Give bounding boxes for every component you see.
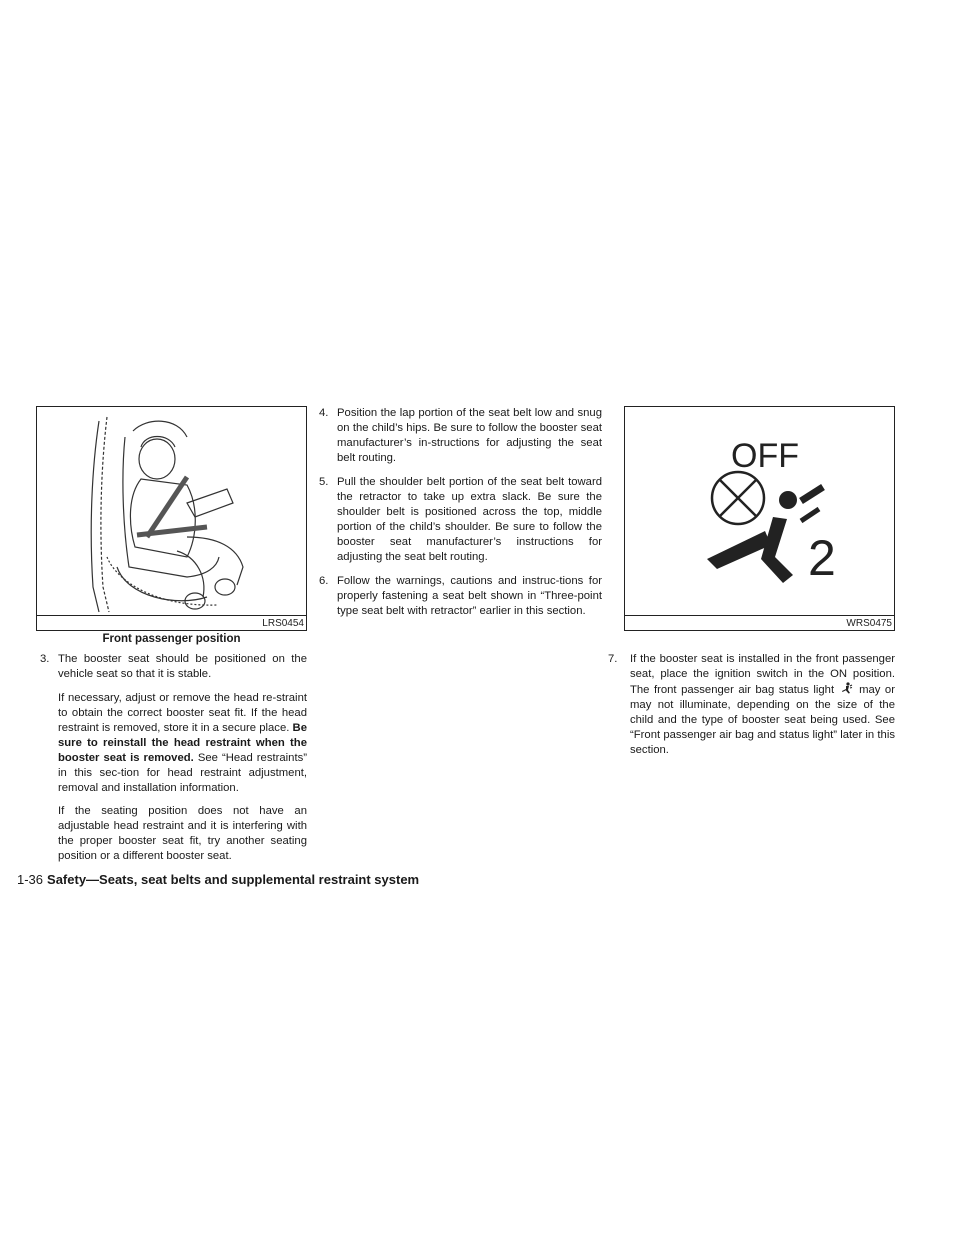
child-in-booster-seat-drawing (37, 407, 306, 615)
list-item-6 (315, 574, 602, 619)
paragraph-text: If necessary, adjust or remove the head re-straint to obtain the correct booster seat fit. If the head restraint is removed, store it in a secure place. (58, 692, 307, 734)
item-number: 7. (608, 653, 618, 665)
list-item-4 (315, 406, 602, 466)
seating-position-paragraph: If the seating position does not have an adjustable head restraint and it is interfering with the proper booster seat fit, try another seating position or a different booster seat. (58, 805, 307, 862)
booster-seat-illustration (36, 406, 307, 631)
page-number: 1-36 (17, 872, 44, 887)
item-text (630, 652, 895, 758)
list-item-7 (604, 652, 895, 758)
item-text-part: If the booster seat is installed in the front passenger seat, place the ignition switch in the ON position. The front passenger air bag status light (630, 653, 895, 696)
figure-code-rule (37, 615, 306, 616)
page-footer (17, 872, 419, 887)
figure-code: WRS0475 (846, 618, 892, 629)
figure-code: LRS0454 (262, 618, 304, 629)
item-number: 4. (319, 407, 329, 419)
paragraph-bold-text: Be sure to reinstall the head restraint when the booster seat is removed. (58, 722, 307, 764)
item-number: 5. (319, 476, 329, 488)
item-text: Follow the warnings, cautions and instruc-tions for properly fastening a seat belt shown in “Three-point type seat belt with retractor” earlier in this section. (337, 575, 602, 617)
item-text: The booster seat should be positioned on the vehicle seat so that it is stable. (58, 653, 307, 680)
column-3 (604, 652, 895, 767)
column-1 (36, 652, 307, 872)
section-title: Safety—Seats, seat belts and supplemental restraint system (47, 872, 420, 887)
airbag-off-indicator-drawing (625, 407, 894, 615)
passenger-airbag-status-icon (841, 682, 853, 694)
figure-caption: Front passenger position (102, 633, 241, 645)
off-label: OFF (731, 437, 799, 475)
item-number: 6. (319, 575, 329, 587)
item-text-part: may or may not illuminate, depending on the size of the child and the type of booster seat being used. See “Front passenger air bag and status light” later in this section. (630, 684, 895, 756)
seat-number-label: 2 (808, 530, 836, 586)
item-number: 3. (40, 653, 50, 665)
item-text: Position the lap portion of the seat belt low and snug on the child’s hips. Be sure to follow the booster seat manufacturer’s in-structions for adjusting the seat belt routing. (337, 407, 602, 464)
paragraph-text: See “Head restraints” in this sec-tion for head restraint adjustment, removal and installation information. (58, 752, 307, 794)
airbag-status-illustration (624, 406, 895, 631)
item-text: Pull the shoulder belt portion of the seat belt toward the retractor to take up extra slack. Be sure the shoulder belt is positioned across the top, middle portion of the child’s shoulder. Be sure to follow the booster seat manufacturer’s instructions for adjusting the seat belt routing. (337, 476, 602, 563)
list-item-3 (36, 652, 307, 682)
figure-code-rule (625, 615, 894, 616)
list-item-5 (315, 475, 602, 565)
column-2 (315, 406, 602, 628)
head-restraint-paragraph (58, 691, 307, 796)
